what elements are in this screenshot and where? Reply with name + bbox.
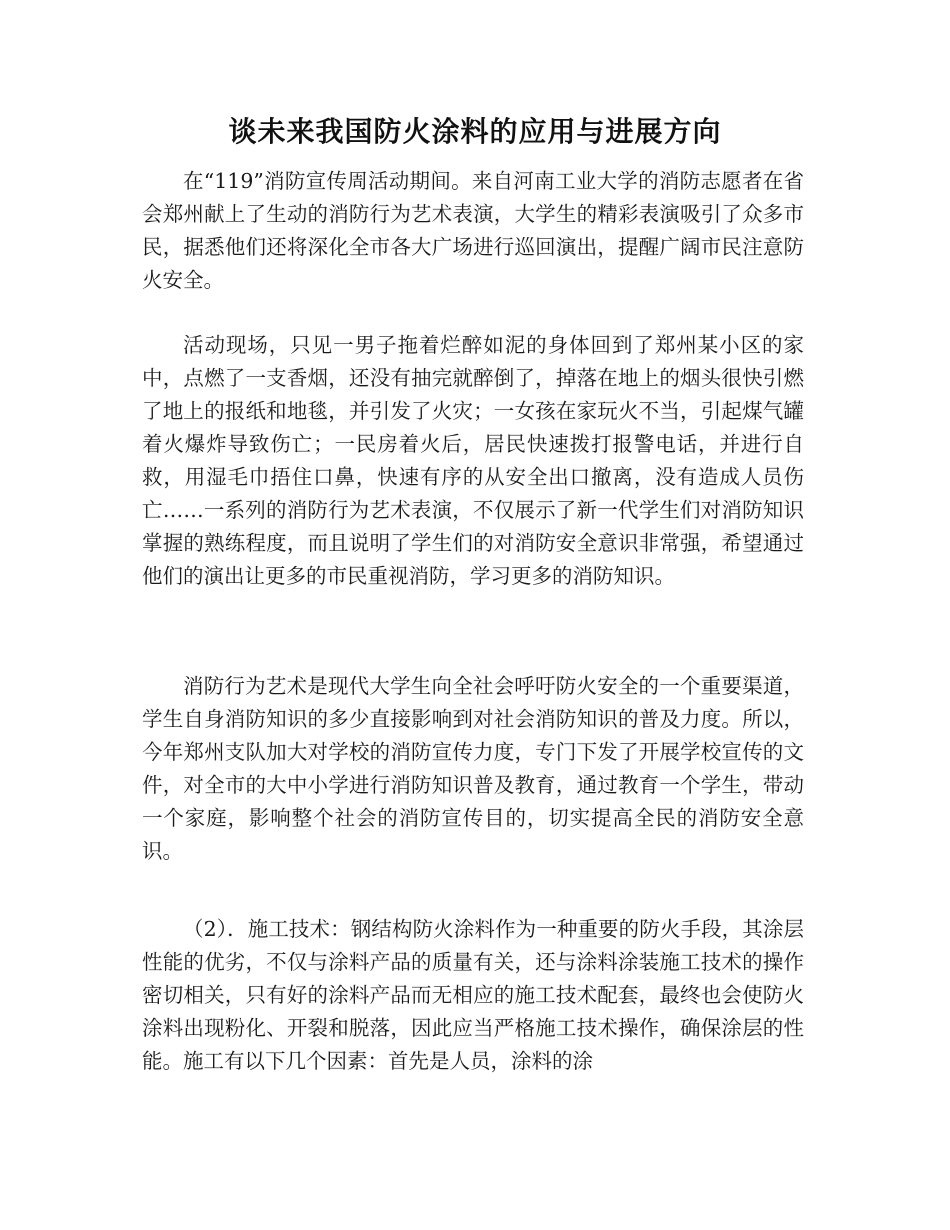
document-title: 谈未来我国防火涂料的应用与进展方向 [228, 115, 722, 148]
paragraph-1: 在“119”消防宣传周活动期间。来自河南工业大学的消防志愿者在省会郑州献上了生动的消防行为艺术表演，大学生的精彩表演吸引了众多市民，据悉他们还将深化全市各大广场进行巡回演出，提醒广阔市民注意防火安全。 [142, 169, 804, 292]
paragraph-4: （2）．施工技术：钢结构防火涂料作为一种重要的防火手段，其涂层性能的优劣，不仅与涂料产品的质量有关，还与涂料涂装施工技术的操作密切相关，只有好的涂料产品而无相应的施工技术配套，最终也会使防火涂料出现粉化、开裂和脱落，因此应当严格施工技术操作，确保涂层的性能。施工有以下几个因素：首先是人员，涂料的涂 [142, 917, 804, 1073]
paragraph-3: 消防行为艺术是现代大学生向全社会呼吁防火安全的一个重要渠道，学生自身消防知识的多少直接影响到对社会消防知识的普及力度。所以，今年郑州支队加大对学校的消防宣传力度，专门下发了开展学校宣传的文件，对全市的大中小学进行消防知识普及教育，通过教育一个学生，带动一个家庭，影响整个社会的消防宣传目的，切实提高全民的消防安全意识。 [142, 674, 804, 863]
paragraph-2: 活动现场，只见一男子拖着烂醉如泥的身体回到了郑州某小区的家中，点燃了一支香烟，还没有抽完就醉倒了，掉落在地上的烟头很快引燃了地上的报纸和地毯，并引发了火灾；一女孩在家玩火不当，引起煤气罐着火爆炸导致伤亡；一民房着火后，居民快速拨打报警电话，并进行自救，用湿毛巾捂住口鼻，快速有序的从安全出口撤离，没有造成人员伤亡……一系列的消防行为艺术表演，不仅展示了新一代学生们对消防知识掌握的熟练程度，而且说明了学生们的对消防安全意识非常强，希望通过他们的演出让更多的市民重视消防，学习更多的消防知识。 [142, 333, 804, 588]
